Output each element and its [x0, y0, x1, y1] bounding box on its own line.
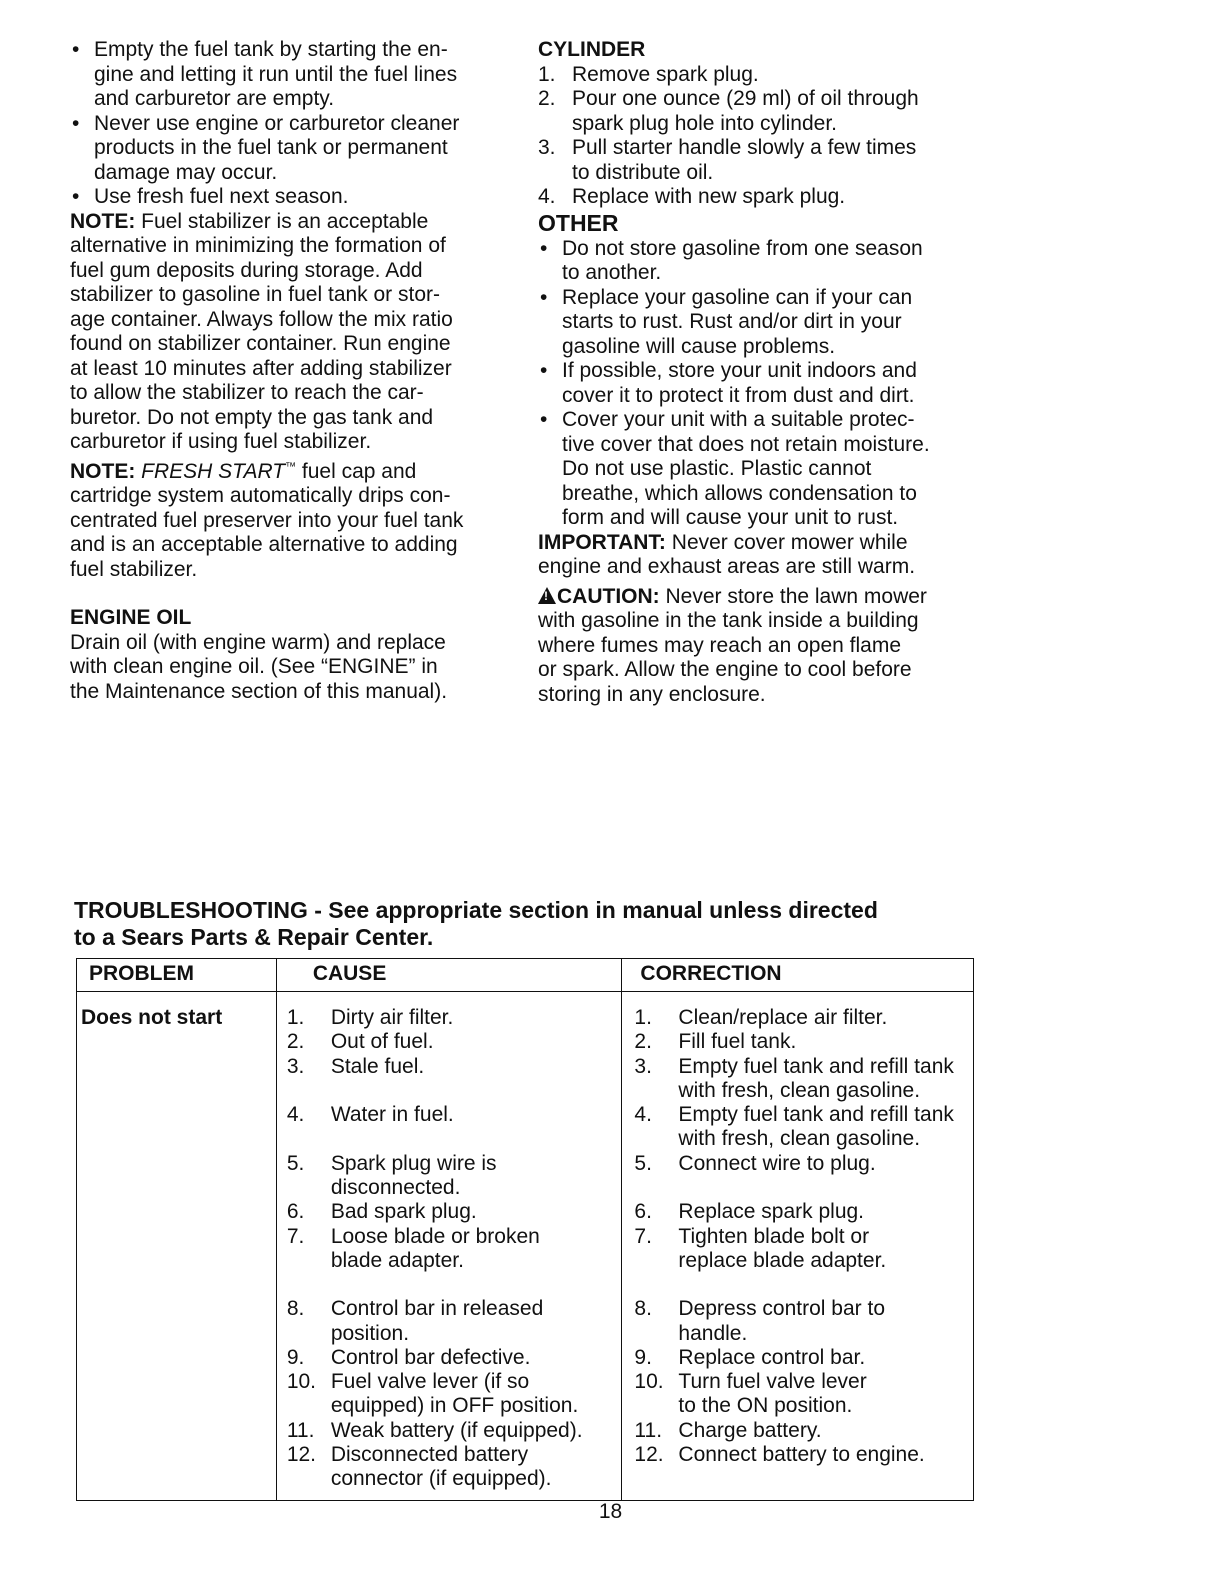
text-line: Fill fuel tank. [678, 1030, 797, 1054]
other-heading: OTHER [538, 209, 619, 236]
text-line: TROUBLESHOOTING - See appropriate section in manual unless directed [74, 897, 878, 923]
item-number: 11. [286, 1418, 315, 1442]
bullet-icon: • [540, 236, 548, 260]
step-number: 3. [538, 136, 556, 159]
correction-item [634, 1103, 967, 1152]
bullet-item [538, 237, 978, 286]
text-line: Clean/replace air filter. [678, 1006, 888, 1029]
item-number: 1. [286, 1006, 305, 1029]
cause-item [287, 1030, 616, 1054]
cause-item [287, 1006, 616, 1030]
cylinder-step [538, 87, 978, 136]
correction-item [634, 1152, 967, 1201]
correction-item [634, 1225, 967, 1274]
text-line: alternative in minimizing the formation of [70, 234, 446, 257]
caution-note: !CAUTION: Never store the lawn mower with gasoline in the tank inside a building where fumes may reach an open flame or spark. Allow the engine to cool before storing in any enclosure. [538, 585, 978, 708]
bullet-icon: • [72, 111, 80, 135]
text-line: Empty fuel tank and refill tank [678, 1103, 954, 1127]
text-line: and carburetor are empty. [94, 87, 335, 110]
text-line: cartridge system automatically drips con- [70, 484, 451, 507]
item-number: 2. [286, 1030, 305, 1054]
troubleshooting-heading [74, 897, 974, 951]
text-line: or spark. Allow the engine to cool before [538, 658, 912, 681]
bullet-item [538, 359, 978, 408]
cylinder-steps [538, 63, 978, 210]
text-line: at least 10 minutes after adding stabilizer [70, 356, 452, 380]
text-line: cover it to protect it from dust and dirt. [562, 383, 915, 407]
bullet-item [70, 112, 510, 186]
cause-item [287, 1225, 616, 1274]
cause-item [287, 1297, 616, 1346]
correction-item [634, 1419, 967, 1443]
text-line: Remove spark plug. [572, 62, 759, 86]
item-number: 5. [286, 1151, 305, 1175]
important-note: IMPORTANT: Never cover mower while engine and exhaust areas are still warm. [538, 530, 916, 578]
text-line: Bad spark plug. [330, 1200, 477, 1224]
text-line: starts to rust. Rust and/or dirt in your [562, 310, 902, 333]
item-number: 6. [286, 1200, 305, 1224]
text-line: to another. [562, 261, 662, 284]
text-line: Empty the fuel tank by starting the en- [94, 38, 448, 61]
text-line: Loose blade or broken [330, 1224, 540, 1248]
right-column [538, 38, 978, 707]
item-number: 2. [634, 1030, 652, 1054]
item-number: 8. [634, 1297, 652, 1321]
text-line: Disconnected battery [330, 1443, 529, 1467]
text-line: fuel stabilizer. [70, 557, 198, 581]
text-line: disconnected. [330, 1176, 461, 1200]
text-line: Never use engine or carburetor cleaner [94, 111, 460, 135]
item-number: 4. [634, 1103, 652, 1127]
text-line: storing in any enclosure. [538, 682, 766, 706]
cause-item [287, 1346, 616, 1370]
step-number: 4. [538, 185, 556, 208]
cylinder-step [538, 185, 978, 210]
correction-item [634, 1006, 967, 1030]
item-number: 12. [634, 1443, 664, 1467]
cause-header: CAUSE [276, 959, 622, 992]
item-number: 9. [286, 1345, 305, 1369]
text-line: Dirty air filter. [330, 1006, 454, 1029]
item-number: 12. [286, 1443, 317, 1467]
text-line: breathe, which allows condensation to [562, 481, 917, 505]
text-line: Fuel stabilizer is an acceptable [135, 209, 429, 233]
correction-item [634, 1346, 967, 1370]
text-line: Never cover mower while [665, 530, 908, 554]
text-line: Spark plug wire is [330, 1151, 497, 1175]
cylinder-step [538, 63, 978, 88]
text-line: gine and letting it run until the fuel lines [94, 62, 458, 86]
fuel-bullets [70, 38, 510, 210]
bullet-item [70, 185, 510, 210]
table-row [77, 992, 974, 1501]
text-line: fuel cap and [296, 459, 417, 483]
text-line: Do not use plastic. Plastic cannot [562, 457, 872, 480]
text-line: Tighten blade bolt or [678, 1224, 870, 1248]
text-line: centrated fuel preserver into your fuel tank [70, 508, 464, 532]
item-number: 4. [286, 1103, 305, 1127]
correction-item [634, 1370, 967, 1419]
text-line: Cover your unit with a suitable protec- [562, 408, 915, 431]
correction-header: CORRECTION [622, 959, 974, 992]
note-fuel-stabilizer: NOTE: Fuel stabilizer is an acceptable alternative in minimizing the formation of fuel gum deposits during storage. Add stabilizer to gasoline in fuel tank or stor- age container. Always follow the mix ratio found on stabilizer container. Run engine at least 10 minutes after adding stabilizer to allow the stabilizer to reach the car- buretor. Do not empty the gas tank and carburetor if using fuel stabilizer. [70, 209, 453, 453]
correction-cell [622, 992, 974, 1501]
text-line: Empty fuel tank and refill tank [678, 1054, 954, 1078]
text-line: buretor. Do not empty the gas tank and [70, 405, 434, 429]
text-line: Water in fuel. [330, 1103, 454, 1127]
correction-item [634, 1055, 967, 1104]
cause-item [287, 1055, 616, 1104]
text-line: Out of fuel. [330, 1030, 434, 1054]
text-line: Use fresh fuel next season. [94, 185, 349, 208]
fresh-start-brand: FRESH START [141, 459, 286, 483]
text-line: with clean engine oil. (See “ENGINE” in [70, 655, 438, 678]
text-line: blade adapter. [330, 1248, 464, 1272]
text-line: fuel gum deposits during storage. Add [70, 258, 423, 282]
text-line: position. [330, 1321, 410, 1345]
cause-item [287, 1370, 616, 1419]
text-line: with gasoline in the tank inside a building [538, 609, 919, 632]
text-line: and is an acceptable alternative to adding [70, 533, 458, 556]
left-column [70, 38, 510, 704]
engine-oil-heading: ENGINE OIL [70, 606, 192, 629]
engine-oil-text [70, 631, 510, 705]
text-line: Charge battery. [678, 1418, 822, 1442]
item-number: 1. [634, 1006, 652, 1029]
text-line: Pull starter handle slowly a few times [572, 136, 917, 159]
text-line: to allow the stabilizer to reach the car- [70, 381, 424, 404]
text-line: Connect wire to plug. [678, 1151, 876, 1175]
text-line: If possible, store your unit indoors and [562, 359, 917, 382]
text-line: Replace spark plug. [678, 1200, 865, 1224]
item-number: 3. [286, 1054, 305, 1078]
problem-cell: Does not start [77, 992, 277, 1501]
text-line: form and will cause your unit to rust. [562, 506, 899, 529]
text-line: Control bar defective. [330, 1345, 531, 1369]
item-number: 9. [634, 1345, 652, 1369]
item-number: 6. [634, 1200, 652, 1224]
text-line: handle. [678, 1321, 748, 1345]
cause-item [287, 1419, 616, 1443]
text-line: stabilizer to gasoline in fuel tank or stor- [70, 283, 441, 306]
caution-icon [538, 587, 556, 604]
bullet-item [538, 286, 978, 360]
item-number: 7. [286, 1224, 305, 1248]
item-number: 7. [634, 1224, 652, 1248]
text-line: Depress control bar to [678, 1297, 886, 1321]
text-line: to distribute oil. [572, 160, 714, 184]
text-line: Do not store gasoline from one season [562, 236, 923, 260]
troubleshooting-table [76, 958, 974, 1501]
item-number: 10. [286, 1370, 317, 1394]
bullet-item [70, 38, 510, 112]
text-line: Drain oil (with engine warm) and replace [70, 630, 446, 654]
correction-item [634, 1297, 967, 1346]
text-line: age container. Always follow the mix ratio [70, 307, 453, 331]
text-line: equipped) in OFF position. [330, 1394, 579, 1418]
text-line: carburetor if using fuel stabilizer. [70, 430, 372, 453]
item-number: 5. [634, 1151, 652, 1175]
step-number: 1. [538, 62, 556, 86]
item-number: 11. [634, 1418, 663, 1442]
text-line: gasoline will cause problems. [562, 334, 836, 358]
text-line: connector (if equipped). [330, 1467, 552, 1491]
text-line: Control bar in released [330, 1297, 544, 1321]
note-fresh-start: NOTE: FRESH START™ fuel cap and cartridge system automatically drips con- centrated fuel preserver into your fuel tank and is an acceptable alternative to adding fuel stabilizer. [70, 459, 464, 581]
text-line: found on stabilizer container. Run engine [70, 332, 451, 355]
item-number: 3. [634, 1054, 652, 1078]
cause-item [287, 1103, 616, 1152]
problem-header: PROBLEM [77, 959, 277, 992]
text-line: Never store the lawn mower [659, 584, 927, 608]
text-line: products in the fuel tank or permanent [94, 136, 448, 159]
cause-item [287, 1152, 616, 1201]
text-line: Replace with new spark plug. [572, 185, 846, 208]
text-line: engine and exhaust areas are still warm. [538, 555, 916, 578]
other-bullets [538, 237, 978, 531]
correction-item [634, 1200, 967, 1224]
text-line: Pour one ounce (29 ml) of oil through [572, 87, 919, 110]
correction-item [634, 1443, 967, 1492]
cause-item [287, 1443, 616, 1492]
text-line: tive cover that does not retain moisture. [562, 432, 930, 456]
text-line: to a Sears Parts & Repair Center. [74, 924, 434, 950]
table-header-row [77, 959, 974, 992]
text-line: with fresh, clean gasoline. [678, 1078, 921, 1102]
cylinder-heading: CYLINDER [538, 38, 646, 61]
text-line: Connect battery to engine. [678, 1443, 925, 1467]
item-number: 8. [286, 1297, 305, 1321]
page-number: 18 [598, 1500, 623, 1523]
text-line: Stale fuel. [330, 1054, 425, 1078]
text-line: damage may occur. [94, 160, 278, 184]
bullet-icon: • [540, 408, 548, 431]
cause-item [287, 1200, 616, 1224]
bullet-icon: • [72, 185, 80, 208]
correction-item [634, 1030, 967, 1054]
text-line: Turn fuel valve lever [678, 1370, 867, 1394]
bullet-icon: • [540, 285, 548, 309]
text-line: to the ON position. [678, 1394, 853, 1418]
text-line: Replace your gasoline can if your can [562, 285, 913, 309]
text-line: Replace control bar. [678, 1345, 866, 1369]
text-line: Weak battery (if equipped). [330, 1418, 583, 1442]
text-line: the Maintenance section of this manual). [70, 679, 448, 703]
step-number: 2. [538, 87, 556, 110]
text-line: where fumes may reach an open flame [538, 633, 902, 657]
bullet-item [538, 408, 978, 531]
cause-cell [276, 992, 622, 1501]
text-line: spark plug hole into cylinder. [572, 111, 837, 135]
bullet-icon: • [72, 38, 80, 61]
item-number: 10. [634, 1370, 664, 1394]
text-line: with fresh, clean gasoline. [678, 1127, 921, 1151]
text-line: Fuel valve lever (if so [330, 1370, 530, 1394]
cylinder-step [538, 136, 978, 185]
text-line: replace blade adapter. [678, 1248, 887, 1272]
bullet-icon: • [540, 359, 548, 382]
